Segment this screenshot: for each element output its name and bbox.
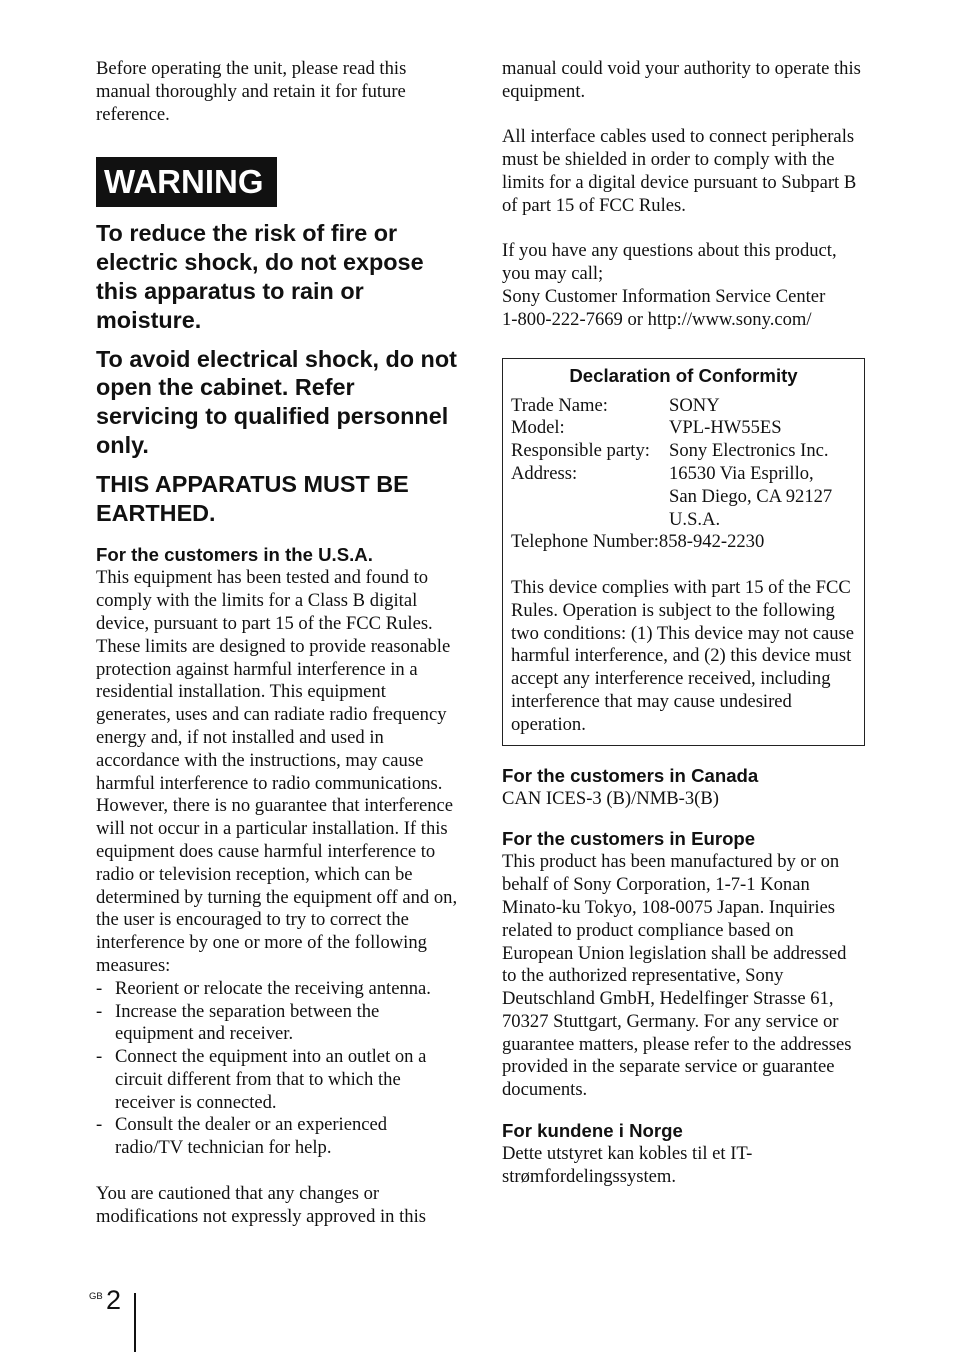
list-item: - Connect the equipment into an outlet on a circuit different from that to which the receiver is connected. [96, 1046, 427, 1113]
region-code: GB [89, 1291, 103, 1302]
responsible-party-row [511, 440, 856, 463]
list-item: - Increase the separation between the equipment and receiver. [96, 1000, 380, 1045]
caution-continued: manual could void your authority to operate this equipment. [502, 58, 861, 102]
list-item: - Consult the dealer or an experienced radio/TV technician for help. [96, 1114, 388, 1159]
intro-paragraph: Before operating the unit, please read this manual thoroughly and retain it for future reference. [96, 58, 407, 125]
address-row [511, 463, 856, 531]
responsible-party-value: Sony Electronics Inc. [669, 440, 829, 462]
sony-center: Sony Customer Information Service Center [502, 285, 826, 307]
canada-heading: For the customers in Canada [502, 764, 759, 786]
address-value: 16530 Via Esprillo, San Diego, CA 92127 U.S.A. [669, 462, 833, 530]
model-row [511, 417, 856, 440]
telephone-number: Telephone Number:858-942-2230 [511, 531, 765, 553]
questions-paragraph: If you have any questions about this product, you may call; [502, 240, 837, 285]
footer-divider [134, 1293, 136, 1352]
model-value: VPL-HW55ES [669, 417, 782, 439]
measures-list [96, 978, 458, 1160]
warning-fire-shock: To reduce the risk of fire or electric shock, do not expose this apparatus to rain or moisture. [96, 220, 424, 333]
warning-earthed: THIS APPARATUS MUST BE EARTHED. [96, 470, 409, 526]
usa-heading: For the customers in the U.S.A. [96, 544, 373, 566]
trade-name-label: Trade Name: [511, 394, 608, 416]
europe-heading: For the customers in Europe [502, 828, 756, 850]
caution-paragraph: You are cautioned that any changes or modifications not expressly approved in this [96, 1182, 426, 1227]
address-label: Address: [511, 462, 578, 484]
responsible-party-label: Responsible party: [511, 440, 650, 462]
list-item: - Reorient or relocate the receiving antenna. [96, 977, 431, 999]
europe-body: This product has been manufactured by or on behalf of Sony Corporation, 1-7-1 Konan Minato-ku Tokyo, 108-0075 Japan. Inquiries related to product compliance based on European Union legislation shall be addressed to the authorized representative, Sony Deutschland GmbH, Hedelfinger Strasse 61, 70327 Stuttgart, Germany. For any service or guarantee matters, please refer to the addresses provided in the separate service or guarantee documents. [502, 851, 852, 1101]
model-label: Model: [511, 417, 565, 439]
canada-body: CAN ICES-3 (B)/NMB-3(B) [502, 787, 719, 809]
sony-contact: 1-800-222-7669 or http://www.sony.com/ [502, 308, 812, 330]
norway-heading: For kundene i Norge [502, 1120, 683, 1142]
right-column [502, 58, 864, 1189]
page-number: 2 [106, 1285, 122, 1315]
trade-name-value: SONY [669, 394, 720, 416]
usa-body: This equipment has been tested and found to comply with the limits for a Class B digital device, pursuant to part 15 of the FCC Rules. These limits are designed to provide reasonable protection against harmful interference in a residential installation. This equipment generates, uses and can radiate radio frequency energy and, if not installed and used in accordance with the instructions, may cause harmful interference to radio communications. However, there is no guarantee that interference will not occur in a particular installation. If this equipment does cause harmful interference to radio or television reception, which can be determined by turning the equipment off and on, the user is encouraged to try to correct the interference by one or more of the following measures: [96, 567, 458, 976]
declaration-title: Declaration of Conformity [569, 364, 798, 386]
cables-paragraph: All interface cables used to connect peripherals must be shielded in order to comply with the limits for a digital device pursuant to Subpart B of part 15 of FCC Rules. [502, 126, 857, 216]
trade-name-row [511, 395, 856, 418]
left-column [96, 58, 458, 1228]
warning-cabinet: To avoid electrical shock, do not open the cabinet. Refer servicing to qualified personnel only. [96, 345, 457, 458]
declaration-of-conformity-box [502, 358, 865, 746]
warning-label: WARNING [96, 157, 277, 207]
fcc-compliance-text: This device complies with part 15 of the FCC Rules. Operation is subject to the following two conditions: (1) This device may not cause harmful interference, and (2) this device must accept any interference received, including interference that may cause undesired operation. [511, 576, 855, 735]
norway-body: Dette utstyret kan kobles til et IT-strømfordelingssystem. [502, 1143, 753, 1187]
